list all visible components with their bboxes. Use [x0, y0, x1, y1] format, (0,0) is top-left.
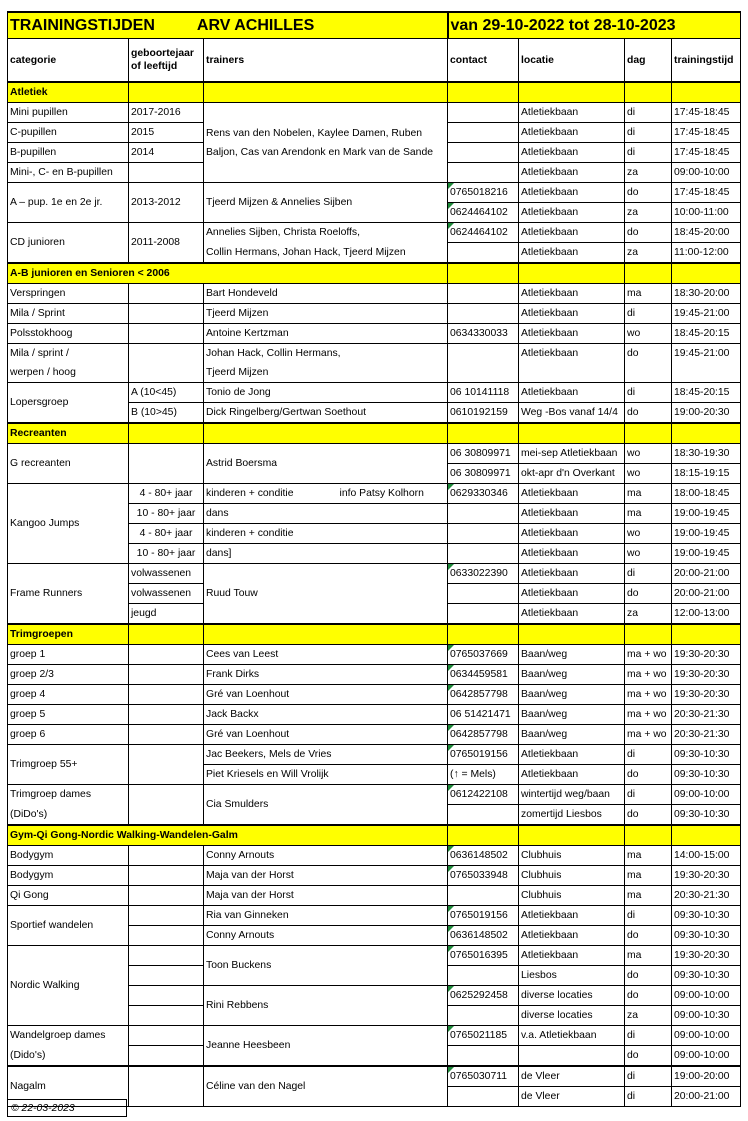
- age-cell: 10 - 80+ jaar: [129, 504, 204, 524]
- location-cell: okt-apr d'n Overkant: [519, 464, 625, 484]
- category-cell: Trimgroep 55+: [8, 745, 129, 785]
- table-row: [8, 725, 741, 745]
- time-cell: 20:00-21:00: [672, 584, 741, 604]
- table-row: [8, 645, 741, 665]
- time-cell: 18:00-18:45: [672, 484, 741, 504]
- time-cell: 17:45-18:45: [672, 123, 741, 143]
- table-row: [8, 223, 741, 243]
- trainers-cell: Bart Hondeveld: [204, 284, 448, 304]
- contact-cell: 0765019156: [448, 745, 519, 765]
- location-cell: v.a. Atletiekbaan: [519, 1026, 625, 1046]
- day-cell: za: [625, 163, 672, 183]
- time-cell: 09:00-10:30: [672, 1006, 741, 1026]
- location-cell: Atletiekbaan: [519, 584, 625, 604]
- location-cell: Clubhuis: [519, 886, 625, 906]
- header-locatie: locatie: [519, 39, 625, 83]
- trainers-cell: Frank Dirks: [204, 665, 448, 685]
- day-cell: do: [625, 183, 672, 203]
- contact-cell: 0629330346: [448, 484, 519, 504]
- category-cell: groep 2/3: [8, 665, 129, 685]
- day-cell: ma + wo: [625, 705, 672, 725]
- table-row: [8, 685, 741, 705]
- age-cell: A (10<45): [129, 383, 204, 403]
- category-cell: Polsstokhoog: [8, 324, 129, 344]
- location-cell: Liesbos: [519, 966, 625, 986]
- trainers-cell: Ria van Ginneken: [204, 906, 448, 926]
- day-cell: di: [625, 906, 672, 926]
- time-cell: 18:45-20:00: [672, 223, 741, 243]
- category-cell: CD junioren: [8, 223, 129, 264]
- trainers-cell: Tjeerd Mijzen & Annelies Sijben: [204, 183, 448, 223]
- table-row: [8, 866, 741, 886]
- time-cell: 18:30-19:30: [672, 444, 741, 464]
- time-cell: 09:00-10:00: [672, 1026, 741, 1046]
- time-cell: 19:30-20:30: [672, 645, 741, 665]
- time-cell: 19:30-20:30: [672, 946, 741, 966]
- section-row: [8, 624, 741, 645]
- category-cell: C-pupillen: [8, 123, 129, 143]
- day-cell: za: [625, 203, 672, 223]
- location-cell: Atletiekbaan: [519, 604, 625, 625]
- location-cell: Weg -Bos vanaf 14/4: [519, 403, 625, 424]
- location-cell: Atletiekbaan: [519, 223, 625, 243]
- training-schedule-table: [7, 11, 741, 1107]
- trainers-cell: Conny Arnouts: [204, 846, 448, 866]
- day-cell: do: [625, 584, 672, 604]
- day-cell: wo: [625, 544, 672, 564]
- day-cell: ma: [625, 886, 672, 906]
- category-cell: groep 6: [8, 725, 129, 745]
- table-row: [8, 785, 741, 805]
- time-cell: 20:00-21:00: [672, 564, 741, 584]
- time-cell: 19:00-19:45: [672, 504, 741, 524]
- title-period: van 29-10-2022 tot 28-10-2023: [448, 12, 741, 39]
- age-cell: 2011-2008: [129, 223, 204, 264]
- location-cell: mei-sep Atletiekbaan: [519, 444, 625, 464]
- age-cell: 4 - 80+ jaar: [129, 484, 204, 504]
- category-cell: Bodygym: [8, 866, 129, 886]
- title-left: TRAININGSTIJDEN ARV ACHILLES: [8, 12, 448, 39]
- category-cell: G recreanten: [8, 444, 129, 484]
- category-cell: Qi Gong: [8, 886, 129, 906]
- location-cell: Atletiekbaan: [519, 946, 625, 966]
- trainers-cell: Annelies Sijben, Christa Roeloffs,: [204, 223, 448, 243]
- location-cell: Atletiekbaan: [519, 564, 625, 584]
- category-cell: groep 4: [8, 685, 129, 705]
- table-row: [8, 444, 741, 464]
- trainers-cell: Jack Backx: [204, 705, 448, 725]
- trainers-cell: dans: [204, 504, 448, 524]
- category-cell: Bodygym: [8, 846, 129, 866]
- location-cell: Atletiekbaan: [519, 243, 625, 264]
- section-row: [8, 82, 741, 103]
- location-cell: Atletiekbaan: [519, 163, 625, 183]
- location-cell: Baan/weg: [519, 645, 625, 665]
- time-cell: 19:45-21:00: [672, 304, 741, 324]
- day-cell: di: [625, 1026, 672, 1046]
- location-cell: Atletiekbaan: [519, 926, 625, 946]
- category-cell: (DiDo's): [8, 805, 129, 826]
- contact-cell: (↑ = Mels): [448, 765, 519, 785]
- header-categorie: categorie: [8, 39, 129, 83]
- day-cell: ma: [625, 946, 672, 966]
- time-cell: 19:00-20:30: [672, 403, 741, 424]
- day-cell: wo: [625, 324, 672, 344]
- header-trainers: trainers: [204, 39, 448, 83]
- table-row: [8, 103, 741, 123]
- trainers-cell: Tjeerd Mijzen: [204, 363, 448, 383]
- day-cell: za: [625, 604, 672, 625]
- title-row: [8, 12, 741, 39]
- age-cell: 2015: [129, 123, 204, 143]
- table-row: [8, 324, 741, 344]
- time-cell: 19:00-19:45: [672, 524, 741, 544]
- time-cell: 09:00-10:00: [672, 1046, 741, 1067]
- day-cell: ma + wo: [625, 645, 672, 665]
- day-cell: di: [625, 745, 672, 765]
- day-cell: ma + wo: [625, 685, 672, 705]
- header-contact: contact: [448, 39, 519, 83]
- day-cell: ma: [625, 504, 672, 524]
- location-cell: Atletiekbaan: [519, 524, 625, 544]
- trainers-cell: Piet Kriesels en Will Vrolijk: [204, 765, 448, 785]
- location-cell: Baan/weg: [519, 665, 625, 685]
- contact-cell: 0765033948: [448, 866, 519, 886]
- location-cell: Atletiekbaan: [519, 304, 625, 324]
- section-row: [8, 263, 741, 284]
- contact-cell: 0633022390: [448, 564, 519, 584]
- location-cell: diverse locaties: [519, 986, 625, 1006]
- trainers-cell: Astrid Boersma: [204, 444, 448, 484]
- category-cell: B-pupillen: [8, 143, 129, 163]
- age-cell: 10 - 80+ jaar: [129, 544, 204, 564]
- section-title: Gym-Qi Gong-Nordic Walking-Wandelen-Galm: [8, 825, 448, 846]
- time-cell: 09:00-10:00: [672, 163, 741, 183]
- table-row: [8, 344, 741, 364]
- contact-cell: 0636148502: [448, 846, 519, 866]
- day-cell: di: [625, 1087, 672, 1107]
- trainers-cell: Antoine Kertzman: [204, 324, 448, 344]
- trainers-cell: Rens van den Nobelen, Kaylee Damen, Ruben Baljon, Cas van Arendonk en Mark van de Sande: [204, 103, 448, 183]
- day-cell: di: [625, 785, 672, 805]
- category-cell: Nordic Walking: [8, 946, 129, 1026]
- header-trainingstijd: trainingstijd: [672, 39, 741, 83]
- table-row: [8, 484, 741, 504]
- location-cell: Clubhuis: [519, 866, 625, 886]
- time-cell: 18:30-20:00: [672, 284, 741, 304]
- day-cell: di: [625, 304, 672, 324]
- table-row: [8, 906, 741, 926]
- time-cell: 09:00-10:00: [672, 986, 741, 1006]
- time-cell: 09:00-10:00: [672, 785, 741, 805]
- time-cell: 20:30-21:30: [672, 725, 741, 745]
- location-cell: Atletiekbaan: [519, 383, 625, 403]
- day-cell: di: [625, 564, 672, 584]
- location-cell: Atletiekbaan: [519, 344, 625, 383]
- location-cell: de Vleer: [519, 1066, 625, 1087]
- day-cell: do: [625, 344, 672, 383]
- table-row: [8, 745, 741, 765]
- table-row: [8, 564, 741, 584]
- header-geboortejaar: geboortejaar of leeftijd: [129, 39, 204, 83]
- age-cell: jeugd: [129, 604, 204, 625]
- category-cell: groep 5: [8, 705, 129, 725]
- day-cell: ma + wo: [625, 665, 672, 685]
- category-cell: Mini pupillen: [8, 103, 129, 123]
- time-cell: 09:30-10:30: [672, 805, 741, 826]
- table-row: [8, 183, 741, 203]
- contact-cell: 0765019156: [448, 906, 519, 926]
- category-cell: Sportief wandelen: [8, 906, 129, 946]
- section-row: [8, 423, 741, 444]
- day-cell: di: [625, 143, 672, 163]
- table-row: [8, 383, 741, 403]
- category-cell: Nagalm: [8, 1066, 129, 1107]
- contact-cell: 0612422108: [448, 785, 519, 805]
- location-cell: Atletiekbaan: [519, 103, 625, 123]
- section-title: A-B junioren en Senioren < 2006: [8, 263, 448, 284]
- contact-cell: 0634459581: [448, 665, 519, 685]
- trainers-cell: Gré van Loenhout: [204, 725, 448, 745]
- day-cell: ma: [625, 866, 672, 886]
- trainers-cell: Maja van der Horst: [204, 886, 448, 906]
- location-cell: diverse locaties: [519, 1006, 625, 1026]
- table-row: [8, 284, 741, 304]
- trainers-cell: Jeanne Heesbeen: [204, 1026, 448, 1067]
- day-cell: do: [625, 986, 672, 1006]
- trainers-cell: Gré van Loenhout: [204, 685, 448, 705]
- table-row: [8, 1026, 741, 1046]
- location-cell: Atletiekbaan: [519, 123, 625, 143]
- copyright-footer: © 22-03-2023: [7, 1099, 127, 1117]
- category-cell: Wandelgroep dames: [8, 1026, 129, 1046]
- age-cell: 4 - 80+ jaar: [129, 524, 204, 544]
- day-cell: do: [625, 1046, 672, 1067]
- time-cell: 19:00-19:45: [672, 544, 741, 564]
- contact-cell: 06 51421471: [448, 705, 519, 725]
- table-row: [8, 886, 741, 906]
- location-cell: Atletiekbaan: [519, 203, 625, 223]
- trainers-cell: Collin Hermans, Johan Hack, Tjeerd Mijzen: [204, 243, 448, 264]
- category-cell: groep 1: [8, 645, 129, 665]
- location-cell: Baan/weg: [519, 725, 625, 745]
- time-cell: 09:30-10:30: [672, 765, 741, 785]
- day-cell: do: [625, 926, 672, 946]
- trainers-cell: Cees van Leest: [204, 645, 448, 665]
- age-cell: B (10>45): [129, 403, 204, 424]
- time-cell: 20:00-21:00: [672, 1087, 741, 1107]
- location-cell: zomertijd Liesbos: [519, 805, 625, 826]
- day-cell: do: [625, 966, 672, 986]
- category-cell: Lopersgroep: [8, 383, 129, 424]
- time-cell: 14:00-15:00: [672, 846, 741, 866]
- contact-cell: 0642857798: [448, 725, 519, 745]
- section-row: [8, 825, 741, 846]
- trainers-cell: Rini Rebbens: [204, 986, 448, 1026]
- time-cell: 20:30-21:30: [672, 705, 741, 725]
- time-cell: 19:45-21:00: [672, 344, 741, 383]
- table-row: [8, 946, 741, 966]
- age-cell: volwassenen: [129, 584, 204, 604]
- time-cell: 18:15-19:15: [672, 464, 741, 484]
- contact-cell: 0636148502: [448, 926, 519, 946]
- location-cell: Atletiekbaan: [519, 324, 625, 344]
- location-cell: Atletiekbaan: [519, 484, 625, 504]
- time-cell: 09:30-10:30: [672, 926, 741, 946]
- location-cell: de Vleer: [519, 1087, 625, 1107]
- contact-cell: 06 10141118: [448, 383, 519, 403]
- trainers-cell: Conny Arnouts: [204, 926, 448, 946]
- category-cell: Frame Runners: [8, 564, 129, 625]
- contact-cell: 0610192159: [448, 403, 519, 424]
- table-row: [8, 665, 741, 685]
- time-cell: 17:45-18:45: [672, 103, 741, 123]
- location-cell: Atletiekbaan: [519, 284, 625, 304]
- trainers-cell: kinderen + conditie info Patsy Kolhorn: [204, 484, 448, 504]
- section-title: Trimgroepen: [8, 624, 129, 645]
- section-title: Recreanten: [8, 423, 129, 444]
- day-cell: wo: [625, 444, 672, 464]
- day-cell: ma: [625, 846, 672, 866]
- location-cell: Atletiekbaan: [519, 504, 625, 524]
- time-cell: 09:30-10:30: [672, 906, 741, 926]
- category-cell: (Dido's): [8, 1046, 129, 1067]
- age-cell: 2013-2012: [129, 183, 204, 223]
- time-cell: 09:30-10:30: [672, 745, 741, 765]
- day-cell: wo: [625, 464, 672, 484]
- trainers-cell: Johan Hack, Collin Hermans,: [204, 344, 448, 364]
- trainers-cell: Jac Beekers, Mels de Vries: [204, 745, 448, 765]
- day-cell: do: [625, 403, 672, 424]
- day-cell: ma: [625, 484, 672, 504]
- location-cell: Baan/weg: [519, 705, 625, 725]
- table-row: [8, 705, 741, 725]
- day-cell: di: [625, 123, 672, 143]
- category-cell: Mila / Sprint: [8, 304, 129, 324]
- time-cell: 19:30-20:30: [672, 866, 741, 886]
- day-cell: ma + wo: [625, 725, 672, 745]
- category-cell: A – pup. 1e en 2e jr.: [8, 183, 129, 223]
- contact-cell: 0624464102: [448, 223, 519, 243]
- club-name: ARV ACHILLES: [196, 17, 315, 34]
- category-cell: Mini-, C- en B-pupillen: [8, 163, 129, 183]
- category-cell: Verspringen: [8, 284, 129, 304]
- age-cell: volwassenen: [129, 564, 204, 584]
- age-cell: 2017-2016: [129, 103, 204, 123]
- category-cell: werpen / hoog: [8, 363, 129, 383]
- location-cell: Clubhuis: [519, 846, 625, 866]
- time-cell: 18:45-20:15: [672, 383, 741, 403]
- time-cell: 19:30-20:30: [672, 665, 741, 685]
- time-cell: 17:45-18:45: [672, 183, 741, 203]
- category-cell: Kangoo Jumps: [8, 484, 129, 564]
- day-cell: wo: [625, 524, 672, 544]
- contact-cell: 0765018216: [448, 183, 519, 203]
- trainers-cell: Toon Buckens: [204, 946, 448, 986]
- day-cell: do: [625, 805, 672, 826]
- day-cell: do: [625, 223, 672, 243]
- day-cell: za: [625, 243, 672, 264]
- trainers-cell: Dick Ringelberg/Gertwan Soethout: [204, 403, 448, 424]
- category-cell: Mila / sprint /: [8, 344, 129, 364]
- day-cell: za: [625, 1006, 672, 1026]
- day-cell: do: [625, 765, 672, 785]
- age-cell: 2014: [129, 143, 204, 163]
- day-cell: di: [625, 383, 672, 403]
- contact-cell: 0765030711: [448, 1066, 519, 1087]
- time-cell: 10:00-11:00: [672, 203, 741, 223]
- time-cell: 18:45-20:15: [672, 324, 741, 344]
- trainers-cell: Tonio de Jong: [204, 383, 448, 403]
- time-cell: 11:00-12:00: [672, 243, 741, 264]
- trainers-cell: Céline van den Nagel: [204, 1066, 448, 1107]
- trainers-cell: Ruud Touw: [204, 564, 448, 625]
- time-cell: 19:30-20:30: [672, 685, 741, 705]
- contact-cell: 0625292458: [448, 986, 519, 1006]
- time-cell: 20:30-21:30: [672, 886, 741, 906]
- section-title: Atletiek: [8, 82, 129, 103]
- time-cell: 09:30-10:30: [672, 966, 741, 986]
- contact-cell: 0624464102: [448, 203, 519, 223]
- trainers-cell: Tjeerd Mijzen: [204, 304, 448, 324]
- location-cell: Atletiekbaan: [519, 143, 625, 163]
- trainers-cell: dans]: [204, 544, 448, 564]
- category-cell: Trimgroep dames: [8, 785, 129, 805]
- location-cell: Atletiekbaan: [519, 906, 625, 926]
- contact-cell: 0634330033: [448, 324, 519, 344]
- trainers-cell: Cia Smulders: [204, 785, 448, 826]
- table-row: [8, 846, 741, 866]
- location-cell: Atletiekbaan: [519, 745, 625, 765]
- trainers-cell: Maja van der Horst: [204, 866, 448, 886]
- location-cell: Baan/weg: [519, 685, 625, 705]
- time-cell: 17:45-18:45: [672, 143, 741, 163]
- table-row: [8, 304, 741, 324]
- location-cell: Atletiekbaan: [519, 183, 625, 203]
- trainers-cell: kinderen + conditie: [204, 524, 448, 544]
- header-dag: dag: [625, 39, 672, 83]
- header-row: [8, 39, 741, 83]
- location-cell: Atletiekbaan: [519, 765, 625, 785]
- location-cell: wintertijd weg/baan: [519, 785, 625, 805]
- contact-cell: 0642857798: [448, 685, 519, 705]
- contact-cell: 0765037669: [448, 645, 519, 665]
- location-cell: Atletiekbaan: [519, 544, 625, 564]
- contact-cell: 06 30809971: [448, 464, 519, 484]
- day-cell: di: [625, 1066, 672, 1087]
- contact-cell: 0765016395: [448, 946, 519, 966]
- time-cell: 19:00-20:00: [672, 1066, 741, 1087]
- contact-cell: 0765021185: [448, 1026, 519, 1046]
- contact-cell: 06 30809971: [448, 444, 519, 464]
- time-cell: 12:00-13:00: [672, 604, 741, 625]
- table-row: [8, 1066, 741, 1087]
- day-cell: di: [625, 103, 672, 123]
- day-cell: ma: [625, 284, 672, 304]
